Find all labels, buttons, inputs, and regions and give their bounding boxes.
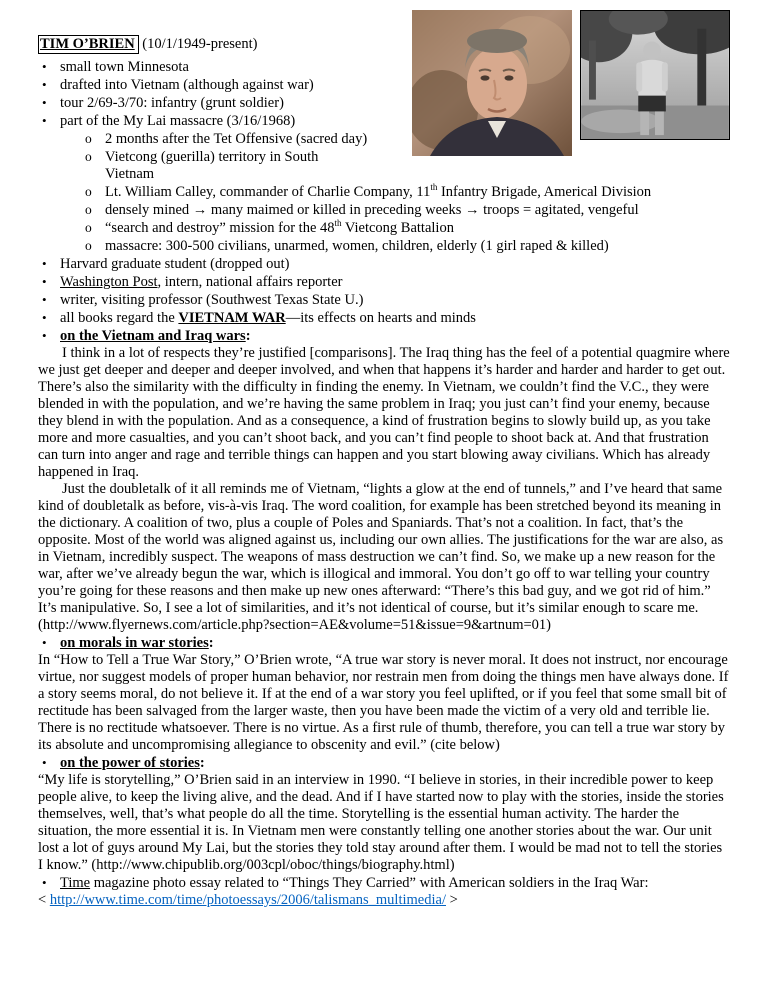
bullet-text: magazine photo essay related to “Things They Carried” with American soldiers in the Iraq War: [90,875,649,891]
bullet-icon: • [42,292,47,307]
bullet-text: Infantry Brigade, Americal Division [437,184,652,200]
bullet-icon: • [42,95,47,110]
bullet-vietnam-war-books [38,309,730,327]
heading-colon: : [245,328,251,344]
bullet-icon: • [42,256,47,271]
bullet-text: “search and destroy” mission for the 48 [105,220,335,236]
bullet-icon: • [42,77,47,92]
subbullet-vietcong-territory [38,148,356,183]
bullet-icon: • [42,755,47,770]
time-photoessay-link[interactable]: http://www.time.com/time/photoessays/2006/talismans_multimedia/ [49,892,446,908]
circle-bullet-icon: o [85,184,92,199]
subbullet-densely-mined [38,201,730,219]
bullet-washington-post [38,273,730,291]
heading-colon: : [199,755,205,771]
section-heading: on the power of stories [60,755,200,771]
angle-bracket: > [445,892,458,908]
soldier-photo-bw [580,10,730,140]
time-link-line [38,892,730,909]
bullet-icon: • [42,310,47,325]
bullet-time-photo-essay [38,874,730,892]
circle-bullet-icon: o [85,149,92,164]
section-heading: on morals in war stories [60,635,209,651]
bullet-icon: • [42,328,47,343]
page-title: TIM O’BRIEN [38,35,139,54]
paragraph-morals: In “How to Tell a True War Story,” O’Brien wrote, “A true war story is never moral. It does not instruct, nor encourage virtue, nor suggest models of proper human behavior, nor restrain men from doing the things men have always done. If a story seems moral, do not believe it. If at the end of a war story you feel uplifted, or if you feel that some small bit of rectitude has been salvaged from the larger waste, then you have been made the victim of a very old and terrible lie. There is no rectitude whatsoever. There is no virtue. As a first rule of thumb, therefore, you can tell a true war story by its absolute and uncompromising allegiance to obscenity and evil.” (cite below) [38,652,729,753]
bullet-text: Vietcong Battalion [341,220,454,236]
bullet-text: —its effects on hearts and minds [285,310,476,326]
obrien-portrait-photo [412,10,572,156]
vietnam-war-emphasis: VIETNAM WAR [178,310,286,326]
subbullet-massacre [38,237,730,255]
bullet-head-vietnam-iraq-wars [38,327,730,345]
bullet-icon: • [42,875,47,890]
heading-colon: : [208,635,214,651]
paragraph-iraq-comparison-2: Just the doubletalk of it all reminds me of Vietnam, “lights a glow at the end of tunnels,” and I’ve heard that same kind of doubletalk as before, vis-à-vis Iraq. The word coalition, for example has been stretched beyond its meaning in the dictionary. A coalition of two, plus a couple of Poles and Spaniards. That’s not a coalition. In fact, that’s the opposite. Most of the world was aligned against us, including our own allies. The justifications for the war are also, as in Vietnam, incredibly suspect. The weapons of mass destruction we can’t find. So, we make up a new reason for the war, after we’ve already begun the war, which is illogical and immoral. You don’t go off to war telling your country you’re going for these reasons and then make up new ones afterward: “There’s this bad guy, and we got rid of him.” It’s manipulative. So, I see a lot of similarities, and it’s not identical of course, but it’s similar enough to scare me. [38,481,724,616]
bullet-text: densely mined → many maimed or killed in preceding weeks → troops = agitated, vengeful [105,202,639,218]
bullet-text: small town Minnesota [60,59,189,75]
bullet-text: all books regard the [60,310,179,326]
publication-name: Time [60,875,91,891]
publication-name: Washington Post [60,274,158,290]
ordinal-superscript: th [430,182,438,193]
ordinal-superscript: th [334,218,342,229]
angle-bracket: < [38,892,50,908]
bullet-writer-professor [38,291,730,309]
bullet-head-morals [38,634,730,652]
bullet-icon: • [42,635,47,650]
subbullet-calley [38,183,730,201]
bullet-text: massacre: 300-500 civilians, unarmed, women, children, elderly (1 girl raped & killed) [105,238,609,254]
circle-bullet-icon: o [85,238,92,253]
bullet-text: writer, visiting professor (Southwest Texas State U.) [60,292,364,308]
bullet-text: 2 months after the Tet Offensive (sacred day) [105,131,368,147]
title-dates: (10/1/1949-present) [138,36,258,52]
bullet-harvard [38,255,730,273]
circle-bullet-icon: o [85,220,92,235]
circle-bullet-icon: o [85,131,92,146]
bullet-icon: • [42,59,47,74]
circle-bullet-icon: o [85,202,92,217]
paragraph-power-of-stories: “My life is storytelling,” O’Brien said in an interview in 1990. “I believe in stories, in their incredible power to keep people alive, to keep the living alive, and the dead. And if I have started now to play with the stories, inside the stories themselves, well, that’s what people do all the time. Storytelling is the essential human activity. The harder the situation, the more essential it is. In Vietnam men were constantly telling one another stories about the war. Our unit lost a lot of guys around My Lai, but the stories they told stay around after them. I would be mad not to tell the stories I know.” (http://www.chipublib.org/003cpl/oboc/things/biography.html) [38,772,724,873]
subbullet-search-destroy [38,219,730,237]
citation-flyernews: (http://www.flyernews.com/article.php?section=AE&volume=51&issue=9&artnum=01) [38,617,551,633]
bullet-text: Harvard graduate student (dropped out) [60,256,290,272]
bullet-head-power-of-stories [38,754,730,772]
bullet-text: tour 2/69-3/70: infantry (grunt soldier) [60,95,284,111]
bullet-icon: • [42,113,47,128]
bullet-text: drafted into Vietnam (although against war) [60,77,314,93]
bullet-text: Lt. William Calley, commander of Charlie Company, 11 [105,184,431,200]
bullet-text: , intern, national affairs reporter [157,274,343,290]
paragraph-iraq-comparison-1: I think in a lot of respects they’re justified [comparisons]. The Iraq thing has the feel of a potential quagmire where we just get deeper and deeper and deeper involved, and when that happens it’s harder and harder and harder to get out. There’s also the similarity with the difficulty in finding the enemy. In Vietnam, we couldn’t find the V.C., they were blended in with the population, and we’re having the same problem in Iraq; you just can’t find your enemy, because they blend in with the population. And as a consequence, a kind of frustration begins to slowly build up, as you take more and more casualties, and you can’t shoot back, and you can’t find people to shoot back at. And that frustration can turn into anger and rage and terrible things can happen and you start blowing away civilians. Which has already happened in Iraq. [38,345,730,480]
section-heading: on the Vietnam and Iraq wars [60,328,246,344]
bullet-text: Vietcong (guerilla) territory in South Vietnam [105,149,319,182]
bullet-icon: • [42,274,47,289]
photo-strip [412,10,730,156]
bullet-text: part of the My Lai massacre (3/16/1968) [60,113,296,129]
